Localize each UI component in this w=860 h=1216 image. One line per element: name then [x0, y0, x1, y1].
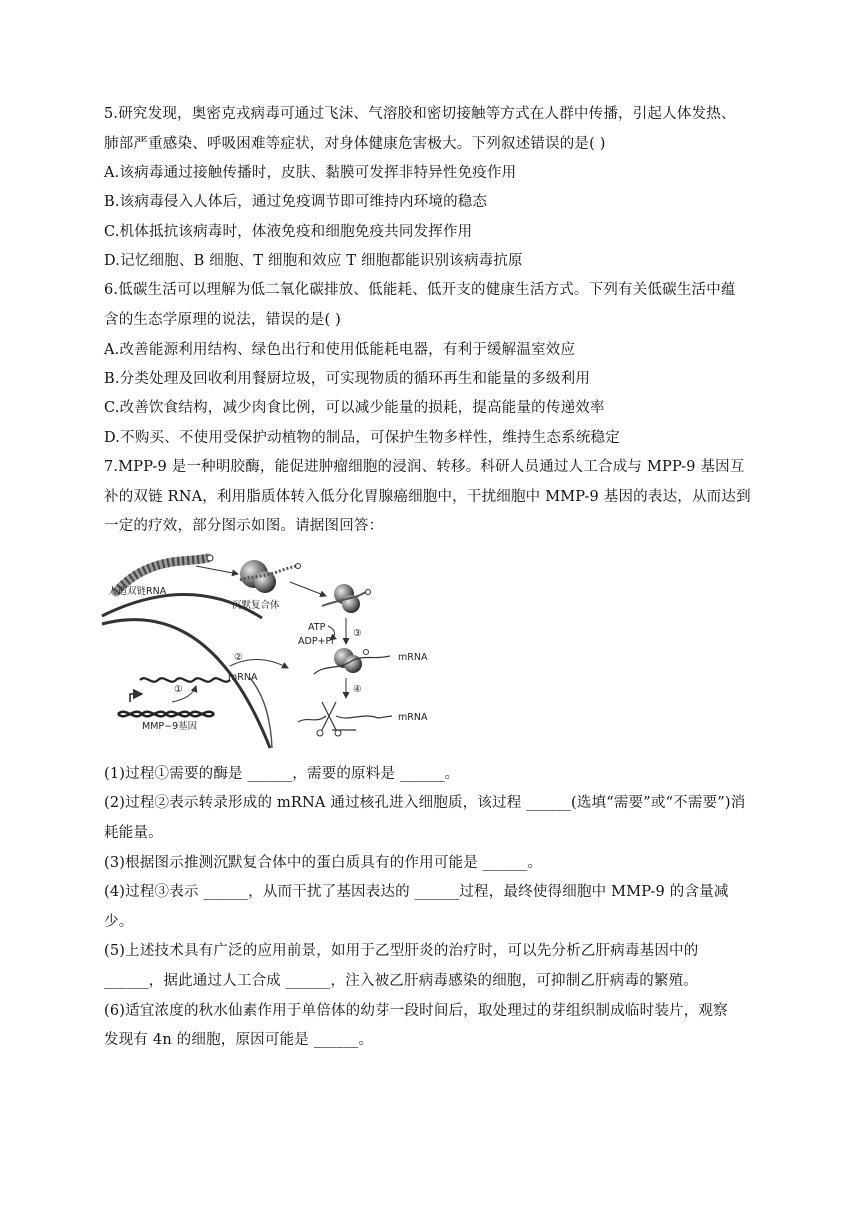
q5-option-d: D.记忆细胞、B 细胞、T 细胞和效应 T 细胞都能识别该病毒抗原 [104, 253, 523, 269]
q5-option-a: A.该病毒通过接触传播时，皮肤、黏膜可发挥非特异性免疫作用 [104, 165, 517, 181]
silencing-complex-icon [240, 560, 301, 593]
q6-option-d: D.不购买、不使用受保护动植物的制品，可保护生物多样性，维持生态系统稳定 [104, 430, 620, 446]
svg-text:①: ① [174, 684, 183, 695]
svg-text:人造双链RNA: 人造双链RNA [108, 586, 167, 597]
q6-stem-line2: 含的生态学原理的说法，错误的是( ) [104, 312, 342, 328]
q7-part1: (1)过程①需要的酶是 ______，需要的原料是 ______。 [104, 766, 460, 782]
svg-text:③: ③ [353, 628, 362, 639]
q7-part6-line2: 发现有 4n 的细胞，原因可能是 ______。 [104, 1032, 374, 1048]
q7-part3: (3)根据图示推测沉默复合体中的蛋白质具有的作用可能是 ______。 [104, 855, 543, 871]
q7-part2-line2: 耗能量。 [104, 825, 163, 841]
q6-stem-line1: 6.低碳生活可以理解为低二氧化碳排放、低能耗、低开支的健康生活方式。下列有关低碳生活中蕴 [104, 282, 736, 298]
q7-part4-line1: (4)过程③表示 ______，从而干扰了基因表达的 ______过程，最终使得细胞中 MMP-9 的含量减 [104, 884, 729, 900]
svg-text:mRNA: mRNA [398, 652, 428, 663]
q5-option-c: C.机体抵抗该病毒时，体液免疫和细胞免疫共同发挥作用 [104, 224, 473, 240]
svg-text:ADP+Pi: ADP+Pi [298, 636, 334, 647]
svg-text:mRNA: mRNA [398, 712, 428, 723]
q7-part5-line1: (5)上述技术具有广泛的应用前景，如用于乙型肝炎的治疗时，可以先分析乙肝病毒基因中的 [104, 943, 699, 959]
q7-part6-line1: (6)适宜浓度的秋水仙素作用于单倍体的幼芽一段时间后，取处理过的芽组织制成临时装片，观察 [104, 1003, 728, 1019]
svg-text:②: ② [234, 652, 243, 663]
activated-complex-icon [322, 584, 371, 613]
q7-part4-line2: 少。 [104, 914, 134, 930]
svg-text:④: ④ [353, 684, 362, 695]
rna-interference-diagram [100, 552, 460, 750]
q7-stem-line3: 一定的疗效，部分图示如图。请据图回答： [104, 518, 384, 534]
q7-stem-line1: 7.MPP-9 是一种明胶酶，能促进肿瘤细胞的浸润、转移。科研人员通过人工合成与 MPP-9 基因互 [104, 459, 745, 475]
q5-stem-line2: 肺部严重感染、呼吸困难等症状，对身体健康危害极大。下列叙述错误的是( ) [104, 136, 606, 152]
svg-text:MMP−9基因: MMP−9基因 [142, 721, 198, 732]
mmp9-gene-icon [118, 694, 214, 716]
complex-on-mrna-icon [314, 648, 390, 674]
svg-text:沉默复合体: 沉默复合体 [232, 600, 280, 611]
q6-option-b: B.分类处理及回收利用餐厨垃圾，可实现物质的循环再生和能量的多级利用 [104, 371, 591, 387]
q7-part5-line2: ______，据此通过人工合成 ______，注入被乙肝病毒感染的细胞，可抑制乙肝病毒的繁殖。 [104, 973, 699, 989]
q5-stem-line1: 5.研究发现，奥密克戎病毒可通过飞沫、气溶胶和密切接触等方式在人群中传播，引起人体发热、 [104, 106, 736, 122]
svg-text:ATP: ATP [308, 622, 326, 633]
svg-text:mRNA: mRNA [228, 672, 258, 683]
q5-option-b: B.该病毒侵入人体后，通过免疫调节即可维持内环境的稳态 [104, 194, 488, 210]
q7-part2-line1: (2)过程②表示转录形成的 mRNA 通过核孔进入细胞质，该过程 ______(选填“需要”或“不需要”)消 [104, 795, 746, 811]
mrna-strand-icon [140, 678, 230, 681]
q6-option-a: A.改善能源利用结构、绿色出行和使用低能耗电器，有利于缓解温室效应 [104, 342, 576, 358]
q6-option-c: C.改善饮食结构，减少肉食比例，可以减少能量的损耗，提高能量的传递效率 [104, 400, 605, 416]
q7-stem-line2: 补的双链 RNA，利用脂质体转入低分化胃腺癌细胞中，干扰细胞中 MMP-9 基因的表达，从而达到 [104, 489, 751, 505]
